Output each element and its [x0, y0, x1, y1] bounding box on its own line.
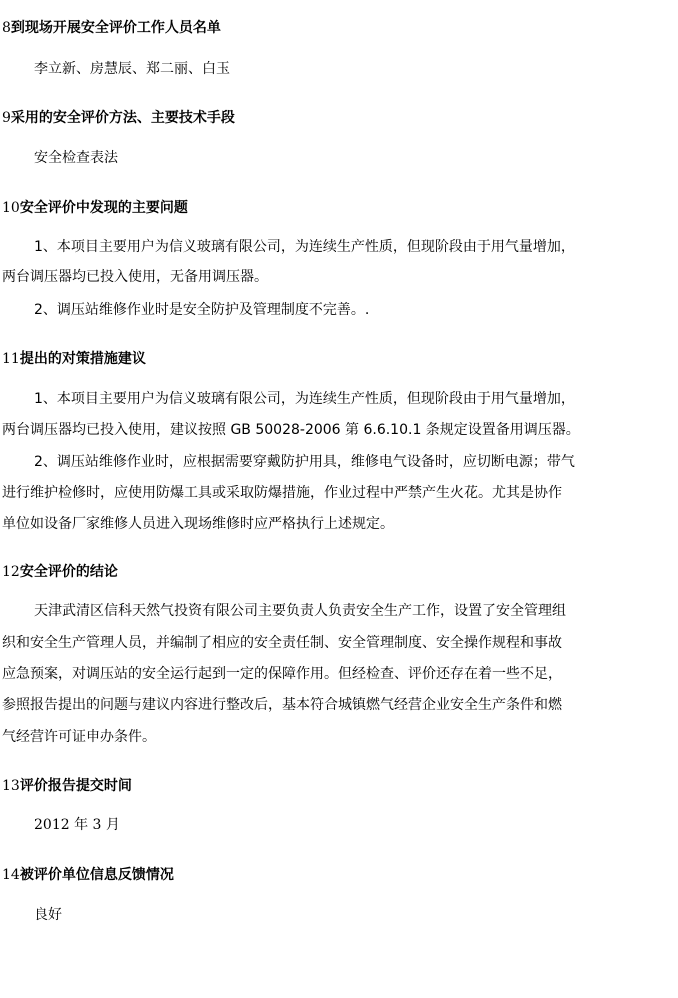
section-9-heading [2, 107, 235, 129]
section-12-line-3: 应急预案，对调压站的安全运行起到一定的保障作用。但经检查、评价还存在着一些不足， [2, 666, 562, 682]
section-8-heading [2, 17, 221, 39]
section-12-line-2: 织和安全生产管理人员，并编制了相应的安全责任制、安全管理制度、安全操作规程和事故 [2, 635, 562, 651]
section-10-line-1: 1、本项目主要用户为信义玻璃有限公司，为连续生产性质，但现阶段由于用气量增加， [34, 239, 575, 255]
section-9-line-1: 安全检查表法 [34, 150, 118, 166]
section-13-number: 13 [2, 778, 20, 794]
section-14-title: 被评价单位信息反馈情况 [19, 867, 174, 883]
section-8-line-1: 李立新、房慧辰、郑二丽、白玉 [34, 61, 230, 77]
section-11-line-4: 进行维护检修时，应使用防爆工具或采取防爆措施，作业过程中严禁产生火花。尤其是协作 [2, 485, 562, 501]
section-11-line-2: 两台调压器均已投入使用，建议按照 GB 50028-2006 第 6.6.10.1 条规定设置备用调压器。 [2, 422, 580, 438]
section-10-number: 10 [2, 200, 20, 216]
section-12-title: 安全评价的结论 [19, 564, 118, 580]
section-10-line-2: 两台调压器均已投入使用，无备用调压器。 [2, 269, 268, 285]
section-8-number: 8 [2, 20, 11, 36]
section-14-heading [2, 864, 174, 886]
section-10-title: 安全评价中发现的主要问题 [19, 200, 188, 216]
section-10-line-3: 2、调压站维修作业时是安全防护及管理制度不完善。. [34, 302, 370, 318]
section-12-number: 12 [2, 564, 20, 580]
section-11-heading [2, 348, 146, 370]
section-9-number: 9 [2, 110, 11, 126]
section-12-line-4: 参照报告提出的问题与建议内容进行整改后，基本符合城镇燃气经营企业安全生产条件和燃 [2, 697, 562, 713]
section-8-title: 到现场开展安全评价工作人员名单 [10, 20, 221, 36]
section-12-line-1: 天津武清区信科天然气投资有限公司主要负责人负责安全生产工作，设置了安全管理组 [34, 603, 566, 619]
section-10-heading [2, 197, 188, 219]
section-9-title: 采用的安全评价方法、主要技术手段 [10, 110, 235, 126]
section-13-title: 评价报告提交时间 [19, 778, 132, 794]
section-14-line-1: 良好 [34, 907, 62, 923]
section-11-line-1: 1、本项目主要用户为信义玻璃有限公司，为连续生产性质，但现阶段由于用气量增加， [34, 391, 575, 407]
section-11-title: 提出的对策措施建议 [19, 351, 146, 367]
section-14-number: 14 [2, 867, 20, 883]
section-12-line-5: 气经营许可证申办条件。 [2, 729, 156, 745]
section-11-line-5: 单位如设备厂家维修人员进入现场维修时应严格执行上述规定。 [2, 516, 394, 532]
section-12-heading [2, 561, 118, 583]
section-13-line-1: 2012 年 3 月 [34, 817, 120, 833]
section-11-line-3: 2、调压站维修作业时，应根据需要穿戴防护用具，维修电气设备时，应切断电源；带气 [34, 454, 575, 470]
section-11-number: 11 [2, 351, 20, 367]
section-13-heading [2, 775, 132, 797]
